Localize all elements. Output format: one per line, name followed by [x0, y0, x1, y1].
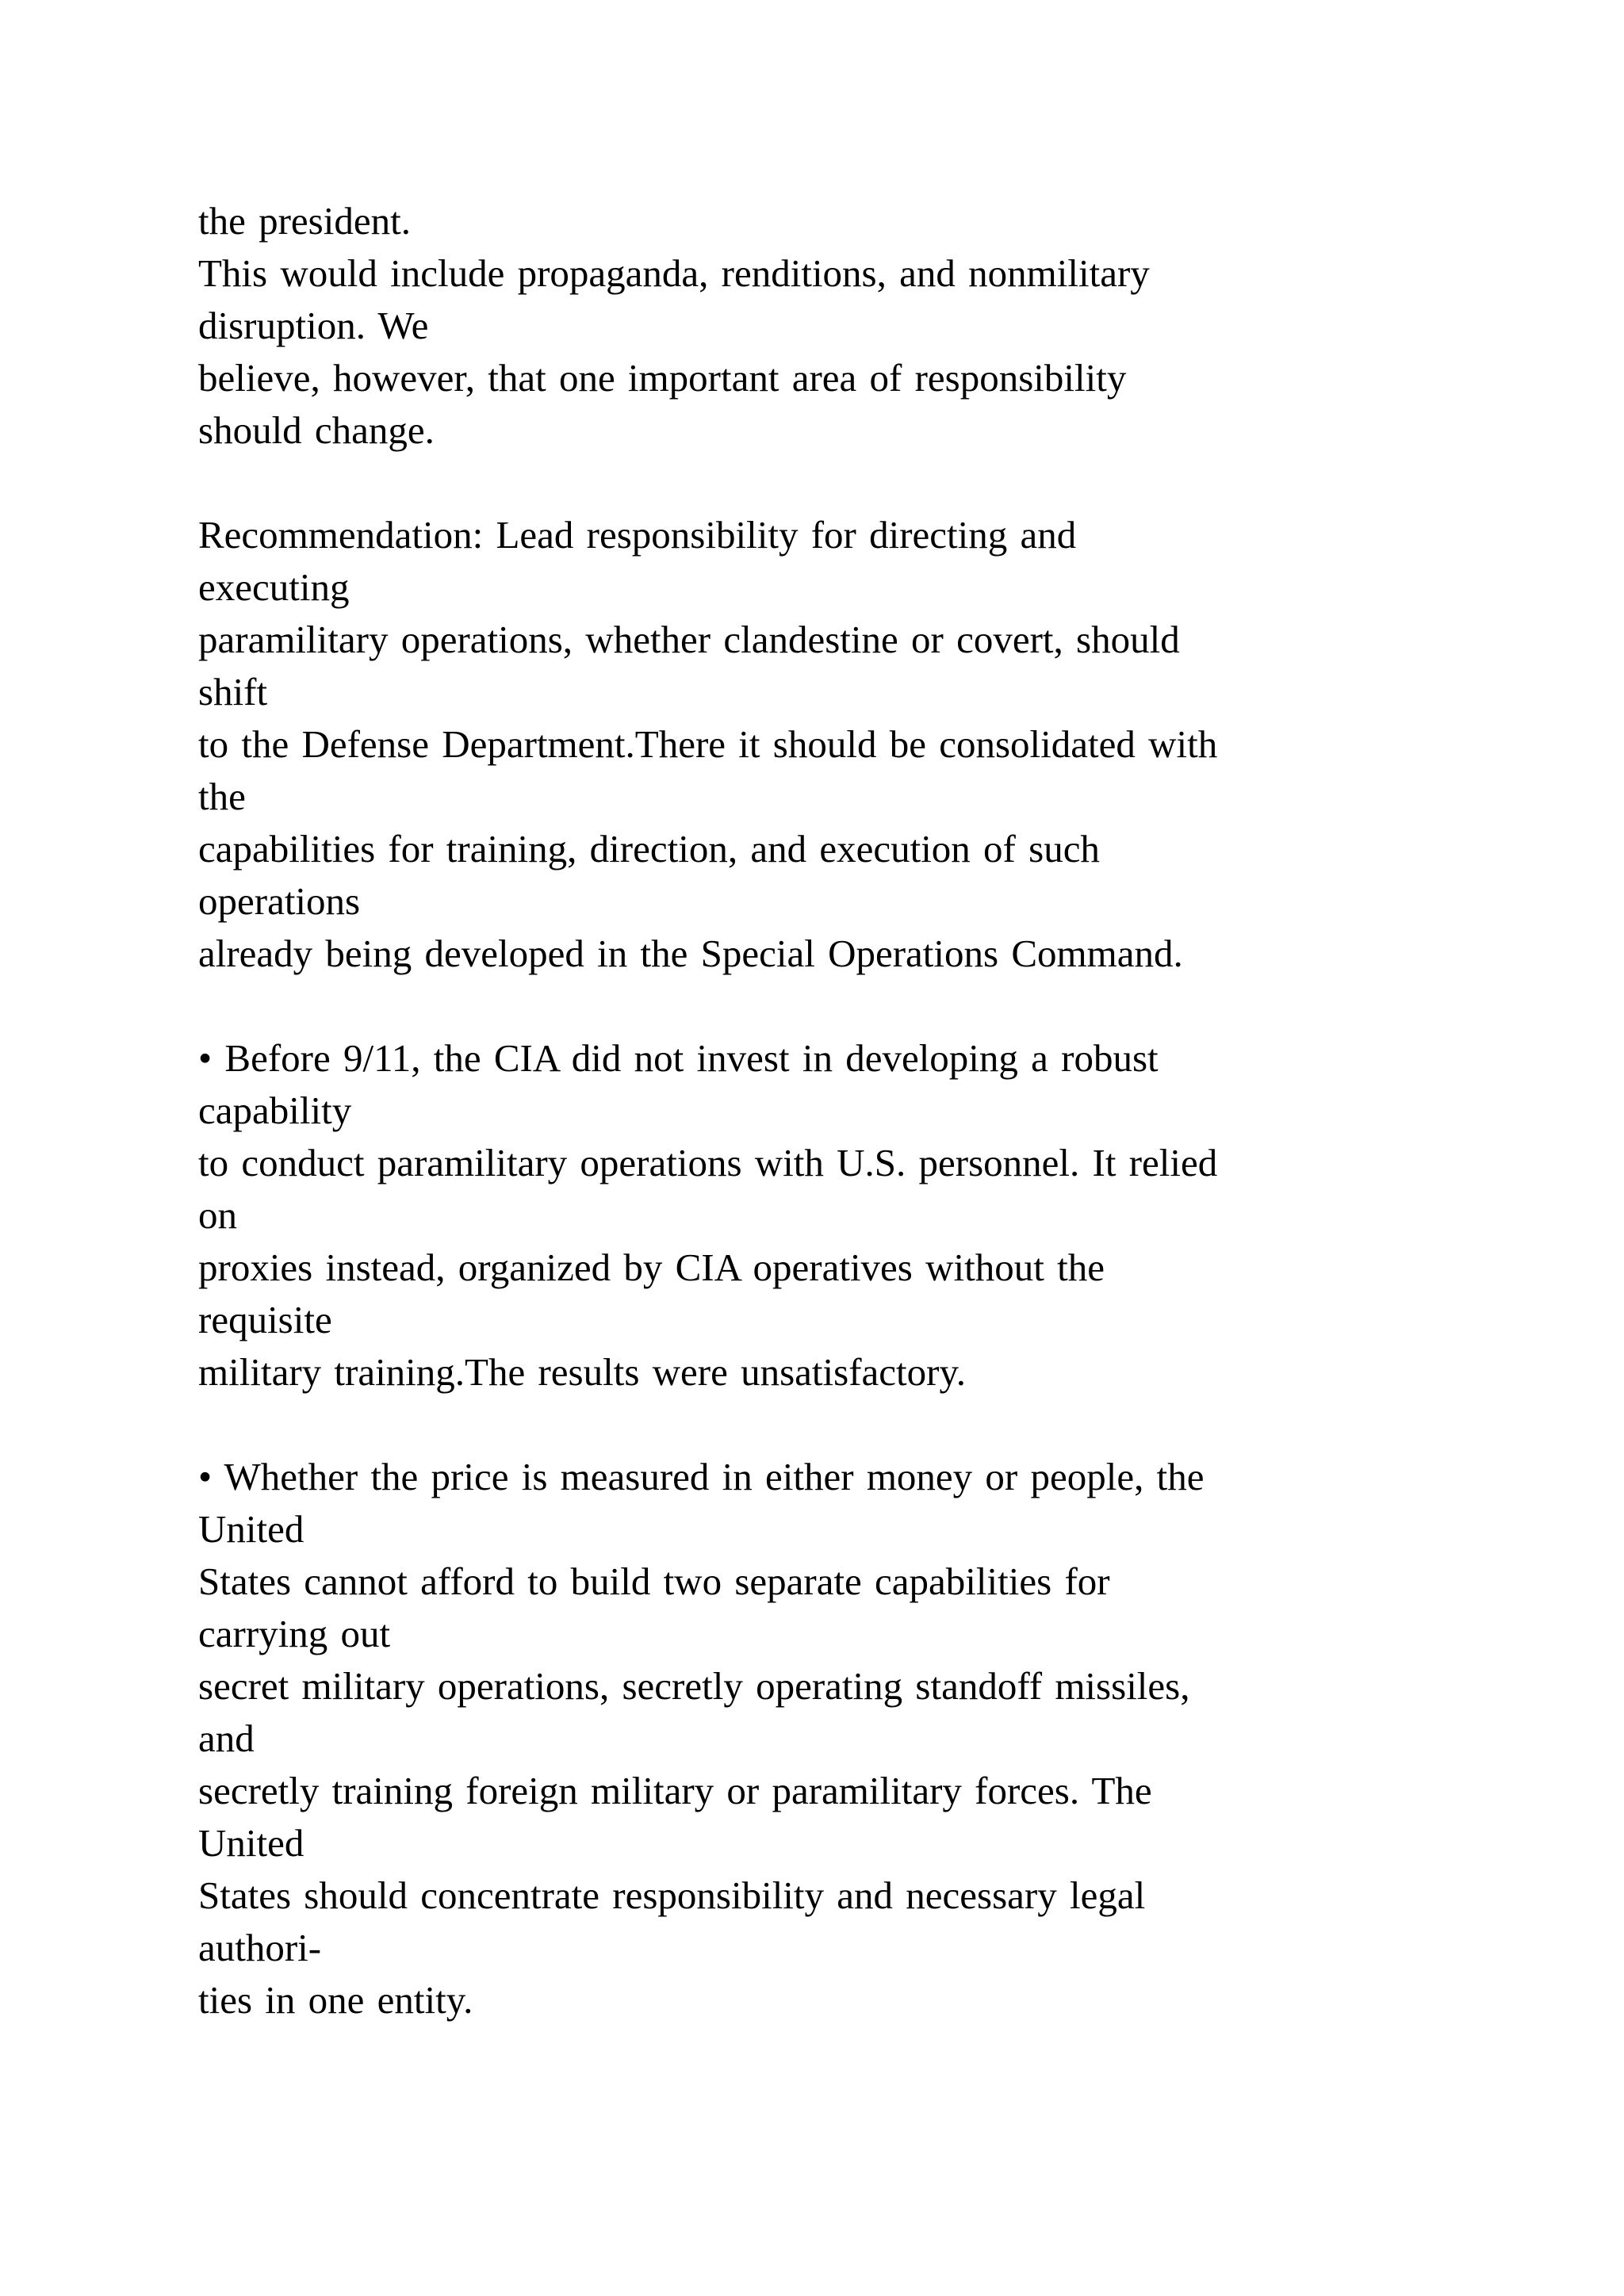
text-line: Recommendation: Lead responsibility for directing and [198, 513, 1077, 557]
text-line: the president. [198, 199, 411, 243]
text-line: ties in one entity. [198, 1978, 473, 2022]
paragraph-recommendation [198, 509, 1546, 980]
text-line: and [198, 1716, 255, 1760]
text-line: States cannot afford to build two separate capabilities for [198, 1559, 1110, 1603]
text-line: paramilitary operations, whether clandestine or covert, should [198, 618, 1180, 661]
paragraph-gap [198, 980, 1546, 1032]
text-line: proxies instead, organized by CIA operatives without the [198, 1246, 1105, 1289]
text-line: This would include propaganda, renditions, and nonmilitary [198, 251, 1150, 295]
paragraph-gap [198, 1399, 1546, 1451]
paragraph-bullet-before-911 [198, 1032, 1546, 1399]
text-line: carrying out [198, 1612, 391, 1655]
text-line: on [198, 1193, 237, 1237]
text-line: operations [198, 879, 361, 923]
text-line: • Whether the price is measured in either money or people, the [198, 1455, 1205, 1498]
document-body [198, 195, 1546, 2026]
text-line: capability [198, 1089, 352, 1132]
text-line: military training.The results were unsatisfactory. [198, 1350, 967, 1394]
text-line: to the Defense Department.There it should be consolidated with [198, 722, 1218, 766]
text-line: executing [198, 565, 350, 609]
text-line: States should concentrate responsibility and necessary legal [198, 1873, 1146, 1917]
text-line: secretly training foreign military or paramilitary forces. The [198, 1769, 1152, 1812]
paragraph-bullet-price [198, 1451, 1546, 2026]
text-line: United [198, 1507, 304, 1551]
text-line: already being developed in the Special Operations Command. [198, 932, 1183, 975]
text-line: to conduct paramilitary operations with U.S. personnel. It relied [198, 1141, 1218, 1184]
text-line: shift [198, 670, 268, 714]
text-line: disruption. We [198, 304, 429, 347]
text-line: United [198, 1821, 304, 1865]
text-line: secret military operations, secretly operating standoff missiles, [198, 1664, 1190, 1708]
text-line: authori- [198, 1926, 322, 1969]
text-line: • Before 9/11, the CIA did not invest in developing a robust [198, 1036, 1159, 1080]
text-line: believe, however, that one important area of responsibility [198, 356, 1127, 400]
text-line: should change. [198, 408, 435, 452]
text-line: requisite [198, 1298, 332, 1341]
paragraph-intro [198, 195, 1546, 457]
text-line: the [198, 775, 246, 818]
paragraph-gap [198, 457, 1546, 509]
text-line: capabilities for training, direction, and execution of such [198, 827, 1100, 871]
